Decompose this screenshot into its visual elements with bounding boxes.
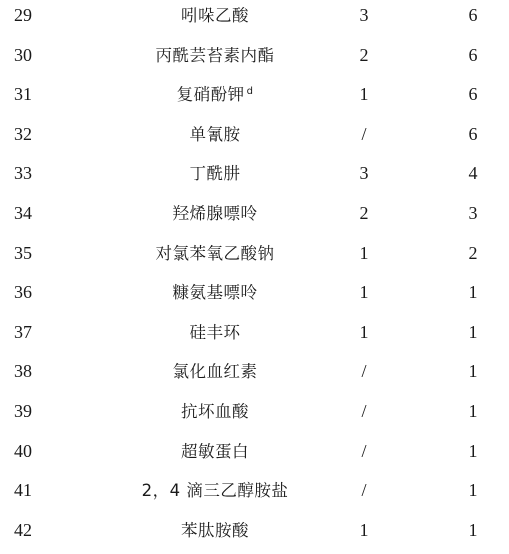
table-row [0, 198, 509, 238]
count-column-b: 4 [468, 163, 478, 184]
count-column-a: / [361, 400, 367, 421]
row-number: 39 [14, 400, 32, 421]
compound-name: 氯化血红素 [172, 362, 258, 382]
count-column-b: 6 [468, 5, 478, 25]
table-row [0, 436, 509, 476]
table-row [0, 396, 509, 436]
row-number: 35 [14, 242, 32, 263]
count-column-a: 3 [359, 163, 369, 184]
count-column-a: 3 [359, 5, 369, 25]
count-column-a: 1 [359, 282, 369, 303]
count-column-a: 1 [359, 519, 369, 540]
row-number: 36 [14, 282, 32, 303]
table-row [0, 0, 509, 40]
table-row [0, 79, 509, 119]
count-column-a: / [361, 480, 367, 501]
count-column-a: 1 [359, 84, 369, 105]
compound-name: 苯肽胺酸 [181, 520, 249, 540]
table-row [0, 238, 509, 278]
compound-name: 超敏蛋白 [181, 441, 249, 461]
count-column-b: 3 [468, 202, 478, 223]
count-column-a: 2 [359, 44, 369, 65]
compound-name: 吲哚乙酸 [181, 6, 249, 25]
count-column-b: 1 [468, 361, 478, 382]
compound-name: 2，4 滴三乙醇胺盐 [141, 481, 289, 501]
count-column-b: 1 [468, 282, 478, 303]
compound-name: 对氯苯氧乙酸钠 [155, 243, 275, 263]
row-number: 31 [14, 84, 32, 105]
row-number: 30 [14, 44, 32, 65]
row-number: 34 [14, 202, 32, 223]
count-column-b: 1 [468, 519, 478, 540]
table-row [0, 40, 509, 80]
count-column-a: 1 [359, 321, 369, 342]
count-column-b: 6 [468, 44, 478, 65]
count-column-b: 6 [468, 123, 478, 144]
count-column-b: 1 [468, 440, 478, 461]
compound-name: 羟烯腺嘌呤 [172, 203, 258, 223]
row-number: 42 [14, 519, 32, 540]
compound-name: 丁酰肼 [189, 164, 241, 184]
row-number: 32 [14, 123, 32, 144]
row-number: 38 [14, 361, 32, 382]
compound-name: 复硝酚钾 $^d$ [176, 85, 254, 105]
count-column-b: 2 [468, 242, 478, 263]
row-number: 41 [14, 480, 32, 501]
count-column-a: 1 [359, 242, 369, 263]
compound-name: 抗坏血酸 [181, 401, 249, 421]
count-column-b: 1 [468, 400, 478, 421]
count-column-a: 2 [359, 202, 369, 223]
count-column-a: / [361, 123, 367, 144]
count-column-b: 6 [468, 84, 478, 105]
table-row [0, 158, 509, 198]
row-number: 37 [14, 321, 32, 342]
table-row [0, 277, 509, 317]
compound-name: 单氰胺 [189, 124, 241, 144]
table-row [0, 356, 509, 396]
row-number: 33 [14, 163, 32, 184]
table-row [0, 475, 509, 515]
row-number: 29 [14, 5, 32, 25]
table-row [0, 515, 509, 554]
count-column-a: / [361, 440, 367, 461]
footnote-marker: d [246, 85, 254, 97]
count-column-b: 1 [468, 321, 478, 342]
compound-name: 硅丰环 [189, 322, 241, 342]
count-column-b: 1 [468, 480, 478, 501]
compound-name: 糠氨基嘌呤 [172, 283, 258, 303]
count-column-a: / [361, 361, 367, 382]
table-row [0, 317, 509, 357]
table-row [0, 119, 509, 159]
compound-name: 丙酰芸苔素内酯 [155, 45, 275, 65]
row-number: 40 [14, 440, 32, 461]
